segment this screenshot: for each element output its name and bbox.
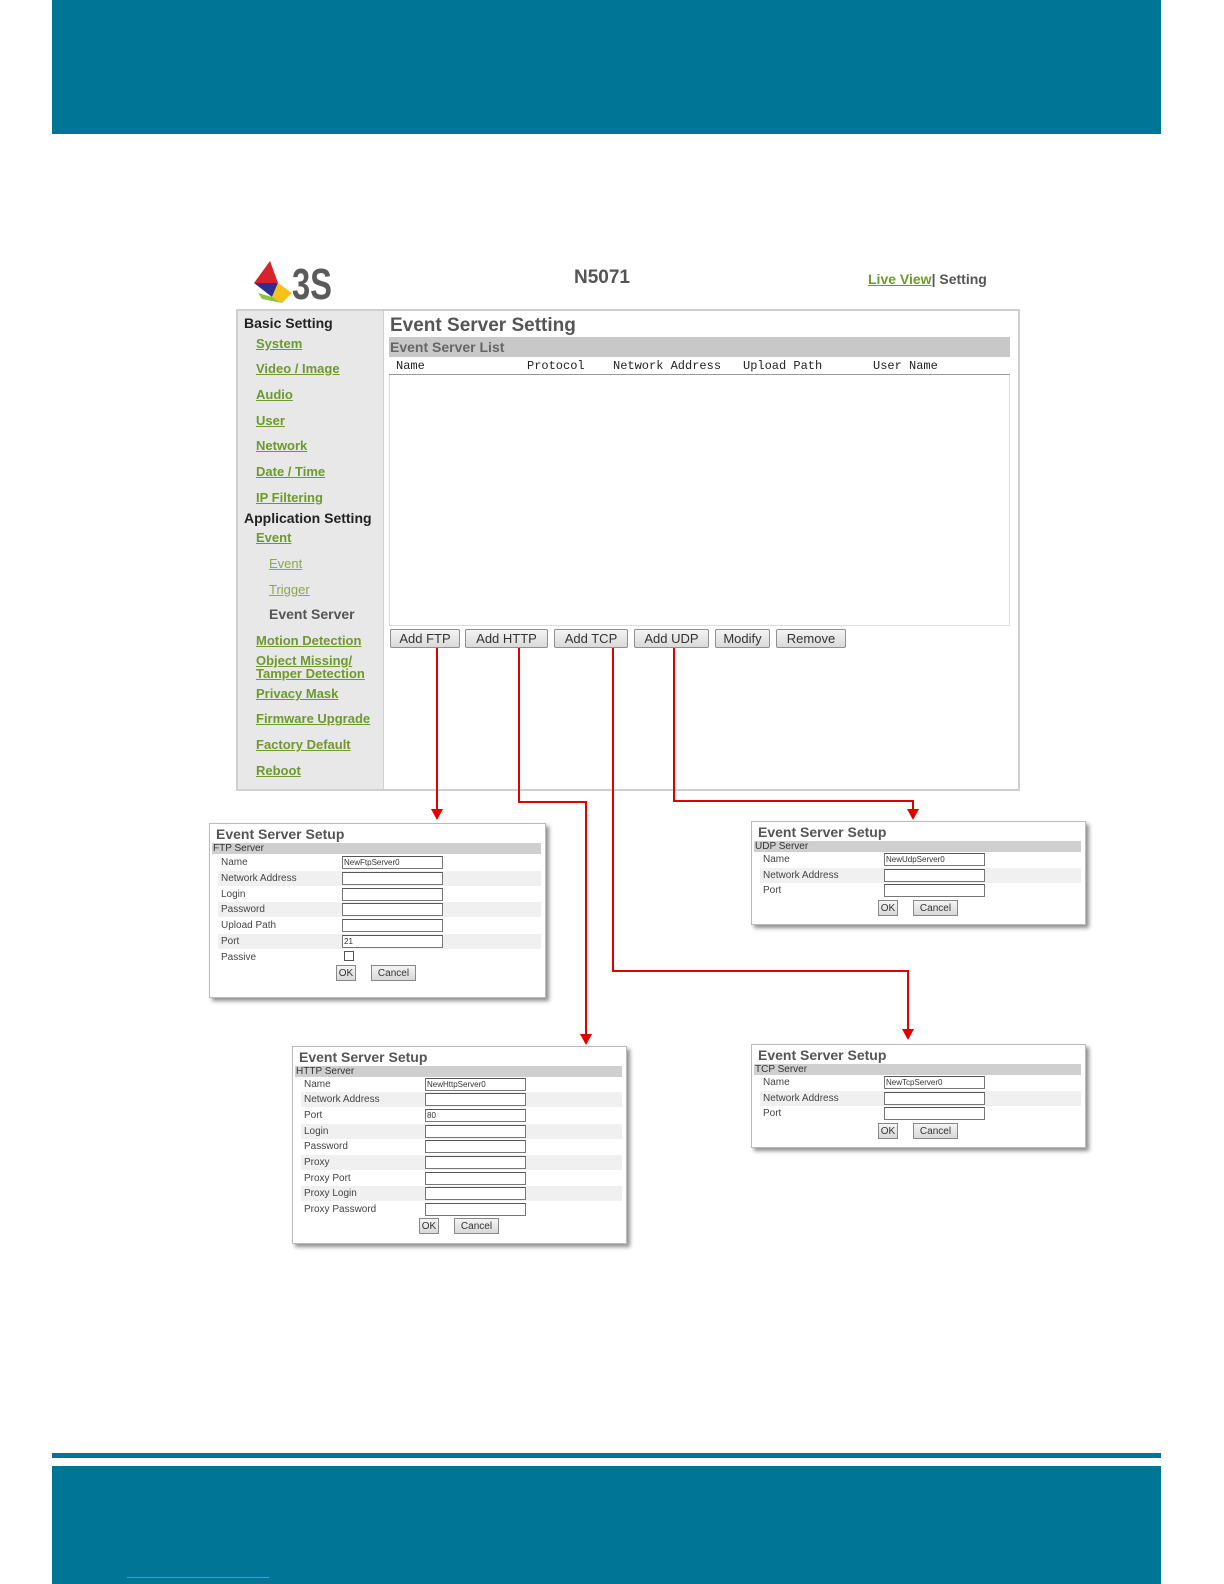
passive-checkbox[interactable] — [344, 951, 354, 961]
http-proxy-password-input[interactable] — [425, 1203, 526, 1216]
ftp-network-address-input[interactable] — [342, 872, 443, 885]
dialog-title: Event Server Setup — [758, 1047, 887, 1063]
ftp-row-passive — [218, 950, 541, 965]
dialog-section: FTP Server — [212, 843, 541, 854]
field-label: Port — [304, 1110, 323, 1121]
field-label: Proxy Port — [304, 1173, 351, 1184]
arrowhead-http — [580, 1034, 592, 1045]
udp-name-input[interactable]: NewUdpServer0 — [884, 853, 985, 866]
tcp-port-input[interactable] — [884, 1107, 985, 1120]
sidebar-item-system[interactable]: System — [256, 336, 303, 351]
ftp-row-upload-path — [218, 918, 541, 933]
http-login-input[interactable] — [425, 1125, 526, 1138]
page-title: Event Server Setting — [390, 315, 576, 336]
http-server-dialog — [292, 1046, 627, 1244]
field-label: Name — [763, 1077, 790, 1088]
dialog-section: UDP Server — [754, 841, 1081, 852]
cancel-button[interactable]: Cancel — [913, 1123, 958, 1139]
ftp-server-dialog — [209, 823, 546, 998]
field-label: Name — [221, 857, 248, 868]
sidebar-item-ip-filtering[interactable]: IP Filtering — [256, 490, 323, 505]
udp-network-address-input[interactable] — [884, 869, 985, 882]
http-row-network-address — [301, 1092, 622, 1107]
field-label: Proxy Password — [304, 1204, 377, 1215]
arrowhead-udp — [907, 809, 919, 820]
http-row-name — [301, 1077, 622, 1092]
tcp-name-input[interactable]: NewTcpServer0 — [884, 1076, 985, 1089]
column-header-protocol: Protocol — [527, 359, 585, 373]
column-header-name: Name — [396, 359, 425, 373]
column-header-user-name: User Name — [873, 359, 938, 373]
sidebar-item-video-image[interactable]: Video / Image — [256, 361, 340, 376]
cancel-button[interactable]: Cancel — [371, 965, 416, 981]
live-view-link[interactable]: Live View — [868, 271, 932, 287]
add-udp-button[interactable]: Add UDP — [634, 629, 709, 648]
ftp-row-password — [218, 902, 541, 917]
sidebar-item-event[interactable]: Event — [256, 530, 292, 545]
udp-row-name — [760, 852, 1081, 867]
http-proxy-port-input[interactable] — [425, 1172, 526, 1185]
ftp-upload-path-input[interactable] — [342, 919, 443, 932]
column-header-upload-path: Upload Path — [743, 359, 823, 373]
modify-button[interactable]: Modify — [715, 629, 770, 648]
http-name-input[interactable]: NewHttpServer0 — [425, 1078, 526, 1091]
http-row-proxy-login — [301, 1186, 622, 1201]
svg-text:3S: 3S — [292, 260, 332, 309]
ok-button[interactable]: OK — [336, 965, 356, 981]
sidebar-item-tamper-detection[interactable]: Tamper Detection — [256, 666, 365, 681]
sidebar-subitem-event[interactable]: Event — [269, 556, 303, 571]
ok-button[interactable]: OK — [878, 900, 898, 916]
http-proxy-input[interactable] — [425, 1156, 526, 1169]
http-port-input[interactable]: 80 — [425, 1109, 526, 1122]
sidebar-subitem-trigger[interactable]: Trigger — [269, 582, 310, 597]
dialog-section: TCP Server — [754, 1064, 1081, 1075]
field-label: Passive — [221, 952, 257, 963]
sidebar-item-factory-default[interactable]: Factory Default — [256, 737, 351, 752]
dialog-title: Event Server Setup — [758, 824, 887, 840]
field-label: Network Address — [304, 1094, 380, 1105]
udp-row-port — [760, 883, 1081, 898]
arrowhead-tcp — [902, 1029, 914, 1040]
field-label: Login — [304, 1126, 329, 1137]
ftp-row-network-address — [218, 871, 541, 886]
tcp-server-dialog — [751, 1044, 1086, 1148]
http-row-proxy-port — [301, 1171, 622, 1186]
ftp-port-input[interactable]: 21 — [342, 935, 443, 948]
sidebar-subitem-event-server: Event Server — [269, 606, 355, 622]
ftp-row-name — [218, 855, 541, 870]
http-row-port — [301, 1108, 622, 1123]
sidebar-item-motion-detection[interactable]: Motion Detection — [256, 633, 362, 648]
column-header-network-address: Network Address — [613, 359, 722, 373]
field-label: Name — [304, 1079, 331, 1090]
remove-button[interactable]: Remove — [776, 629, 846, 648]
field-label: Password — [304, 1141, 348, 1152]
sidebar-item-firmware-upgrade[interactable]: Firmware Upgrade — [256, 711, 371, 726]
field-label: Login — [221, 889, 246, 900]
field-label: Proxy — [304, 1157, 330, 1168]
sidebar-item-reboot[interactable]: Reboot — [256, 763, 301, 778]
http-network-address-input[interactable] — [425, 1093, 526, 1106]
cancel-button[interactable]: Cancel — [913, 900, 958, 916]
field-label: Proxy Login — [304, 1188, 357, 1199]
dialog-section: HTTP Server — [295, 1066, 622, 1077]
tcp-row-network-address — [760, 1091, 1081, 1106]
sidebar-item-date-time[interactable]: Date / Time — [256, 464, 326, 479]
sidebar-item-object-missing[interactable]: Object Missing/ — [256, 653, 353, 668]
http-row-password — [301, 1139, 622, 1154]
sidebar-heading-application: Application Setting — [244, 510, 372, 526]
sidebar-item-privacy-mask[interactable]: Privacy Mask — [256, 686, 339, 701]
add-ftp-button[interactable]: Add FTP — [390, 629, 460, 648]
field-label: Name — [763, 854, 790, 865]
ftp-row-login — [218, 887, 541, 902]
dialog-title: Event Server Setup — [216, 826, 345, 842]
ftp-name-input[interactable]: NewFtpServer0 — [342, 856, 443, 869]
nav-separator: | — [931, 271, 936, 287]
device-model: N5071 — [574, 267, 630, 288]
sidebar-heading-basic: Basic Setting — [244, 315, 333, 331]
udp-server-dialog — [751, 821, 1086, 925]
sidebar-item-network[interactable]: Network — [256, 438, 308, 453]
ok-button[interactable]: OK — [878, 1123, 898, 1139]
field-label: Port — [763, 885, 782, 896]
udp-port-input[interactable] — [884, 884, 985, 897]
tcp-network-address-input[interactable] — [884, 1092, 985, 1105]
add-http-button[interactable]: Add HTTP — [465, 629, 548, 648]
arrowhead-ftp — [431, 809, 443, 820]
field-label: Network Address — [763, 870, 839, 881]
sidebar-item-user[interactable]: User — [256, 413, 285, 428]
cancel-button[interactable]: Cancel — [454, 1218, 499, 1234]
http-proxy-login-input[interactable] — [425, 1187, 526, 1200]
field-label: Upload Path — [221, 920, 277, 931]
field-label: Network Address — [221, 873, 297, 884]
field-label: Port — [763, 1108, 782, 1119]
http-row-proxy — [301, 1155, 622, 1170]
http-row-login — [301, 1124, 622, 1139]
ftp-password-input[interactable] — [342, 903, 443, 916]
udp-row-network-address — [760, 868, 1081, 883]
field-label: Network Address — [763, 1093, 839, 1104]
sidebar-item-audio[interactable]: Audio — [256, 387, 293, 402]
arrow-udp — [674, 648, 913, 810]
setting-link[interactable]: Setting — [939, 271, 987, 287]
field-label: Password — [221, 904, 265, 915]
event-server-list-title: Event Server List — [389, 337, 1010, 357]
ftp-row-port — [218, 934, 541, 949]
http-password-input[interactable] — [425, 1140, 526, 1153]
http-row-proxy-password — [301, 1202, 622, 1217]
field-label: Port — [221, 936, 240, 947]
add-tcp-button[interactable]: Add TCP — [554, 629, 628, 648]
tcp-row-name — [760, 1075, 1081, 1090]
tcp-row-port — [760, 1106, 1081, 1121]
ftp-login-input[interactable] — [342, 888, 443, 901]
dialog-title: Event Server Setup — [299, 1049, 428, 1065]
ok-button[interactable]: OK — [419, 1218, 439, 1234]
